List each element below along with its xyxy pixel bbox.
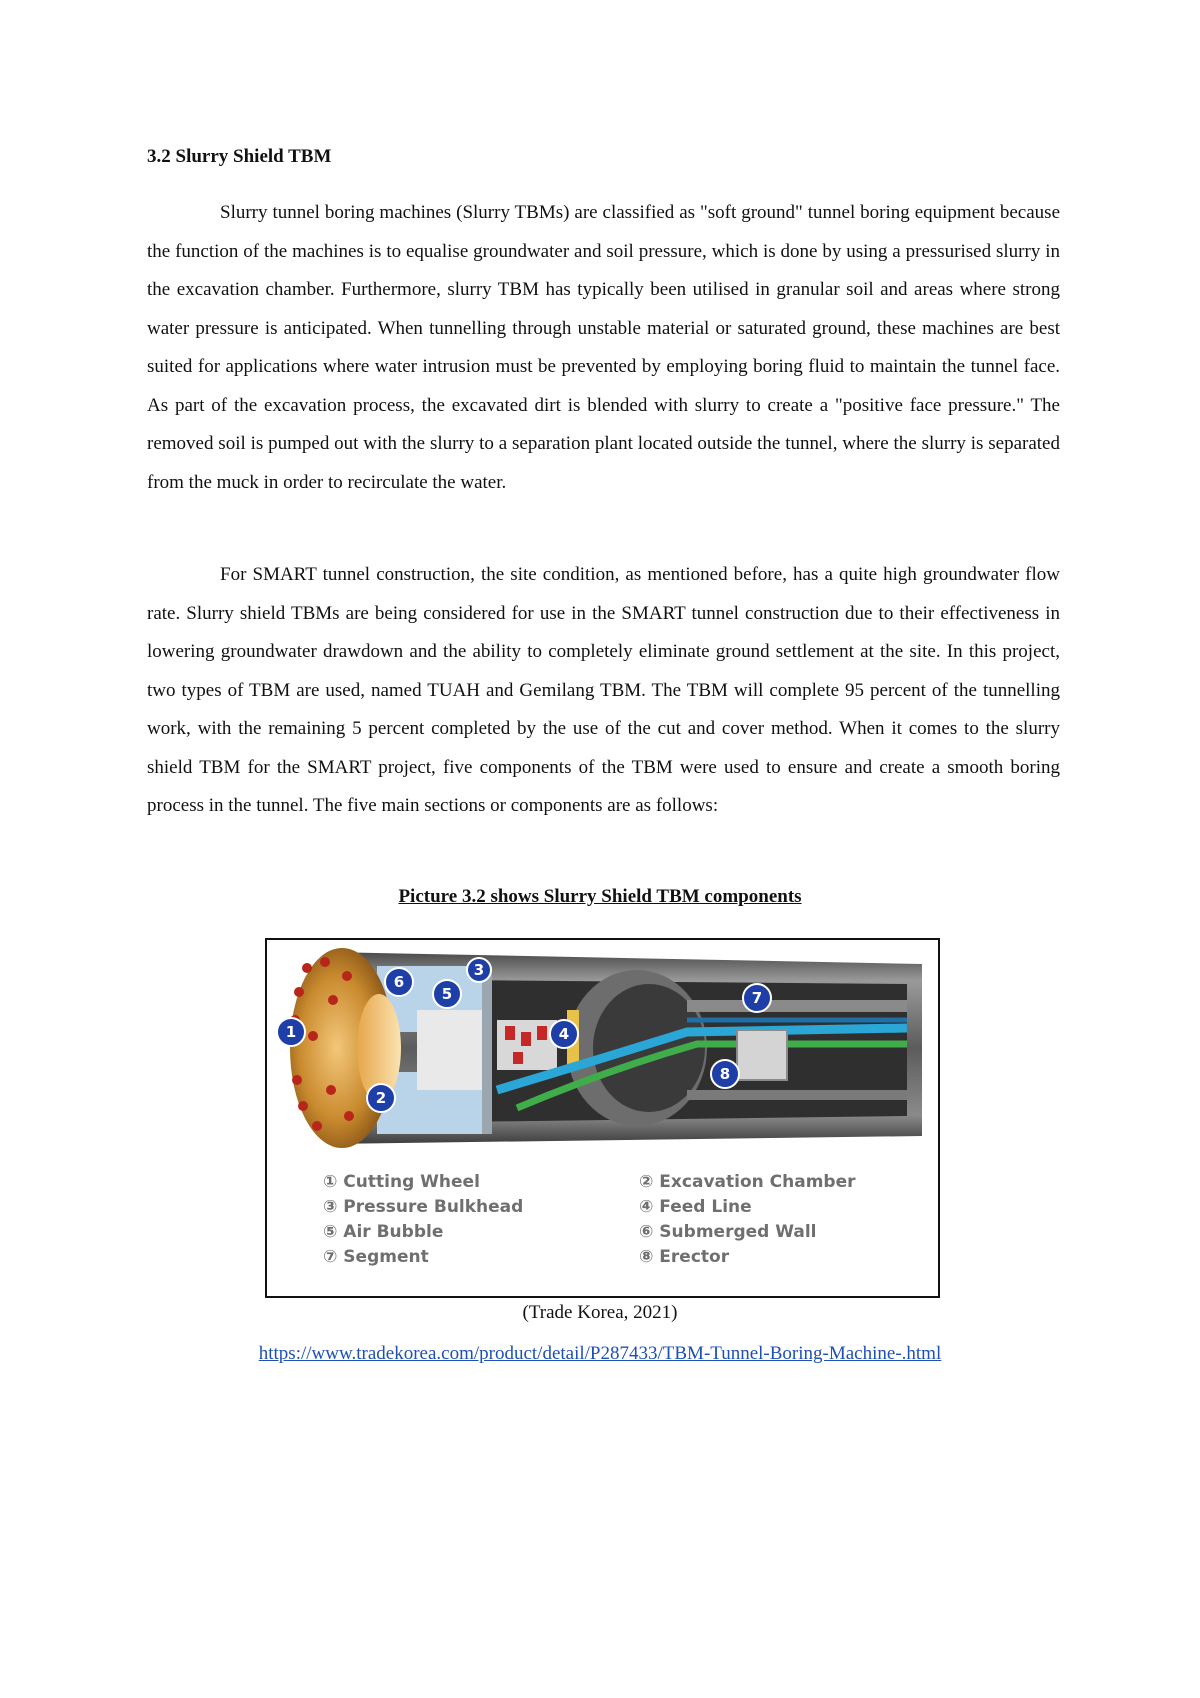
figure-caption: Picture 3.2 shows Slurry Shield TBM components [398,886,802,907]
marker-4 [550,1020,578,1048]
marker-3 [467,958,491,982]
paragraph-slurry-tbm: Slurry tunnel boring machines (Slurry TBMs) are classified as "soft ground" tunnel boring equipment because the function of the machines is to equalise groundwater and soil pressure, which is done by using a pressurised slurry in the excavation chamber. Furthermore, slurry TBM has typically been utilised in granular soil and areas where strong water pressure is anticipated. When tunnelling through unstable material or saturated ground, these machines are best suited for applications where water intrusion must be prevented by employing boring fluid to maintain the tunnel face. As part of the excavation process, the excavated dirt is blended with slurry to create a "positive face pressure." The removed soil is pumped out with the slurry to a separation plant located outside the tunnel, where the slurry is separated from the muck in order to recirculate the water. [147,202,1060,493]
marker-5 [433,980,461,1008]
section-heading: 3.2 Slurry Shield TBM [147,146,332,167]
svg-text:6: 6 [393,973,405,991]
legend-erector: ⑧ Erector [639,1247,730,1267]
marker-8 [711,1060,739,1088]
paragraph-smart-tunnel: For SMART tunnel construction, the site condition, as mentioned before, has a quite high groundwater flow rate. Slurry shield TBMs are being considered for use in the SMART tunnel construction due to their effectiveness in lowering groundwater drawdown and the ability to completely eliminate ground settlement at the site. In this project, two types of TBM are used, named TUAH and Gemilang TBM. The TBM will complete 95 percent of the tunnelling work, with the remaining 5 percent completed by the use of the cut and cover method. When it comes to the slurry shield TBM for the SMART project, five components of the TBM were used to ensure and create a smooth boring process in the tunnel. The five main sections or components are as follows: [147,564,1060,816]
marker-7 [743,984,771,1012]
svg-text:5: 5 [441,985,453,1003]
legend-cutting-wheel: ① Cutting Wheel [323,1172,480,1192]
legend-segment: ⑦ Segment [323,1247,429,1267]
marker-6 [385,968,413,996]
legend-submerged-wall: ⑥ Submerged Wall [639,1222,817,1242]
figure-source: (Trade Korea, 2021) [522,1302,678,1323]
tbm-diagram-figure [265,938,940,1298]
source-link[interactable]: https://www.tradekorea.com/product/detail/P287433/TBM-Tunnel-Boring-Machine-.html [258,1343,942,1364]
svg-text:2: 2 [375,1089,387,1107]
legend-pressure-bulkhead: ③ Pressure Bulkhead [323,1197,524,1217]
svg-text:7: 7 [751,989,763,1007]
source-link-container [0,1343,1200,1365]
legend-feed-line: ④ Feed Line [639,1197,752,1217]
svg-text:3: 3 [473,961,485,979]
legend-excavation-chamber: ② Excavation Chamber [639,1172,856,1192]
marker-1 [277,1018,305,1046]
marker-2 [367,1084,395,1112]
erector [737,1030,787,1080]
svg-text:1: 1 [285,1023,297,1041]
tbm-diagram [267,940,938,1296]
legend-air-bubble: ⑤ Air Bubble [323,1222,444,1242]
svg-text:8: 8 [719,1065,731,1083]
svg-text:4: 4 [558,1025,570,1043]
